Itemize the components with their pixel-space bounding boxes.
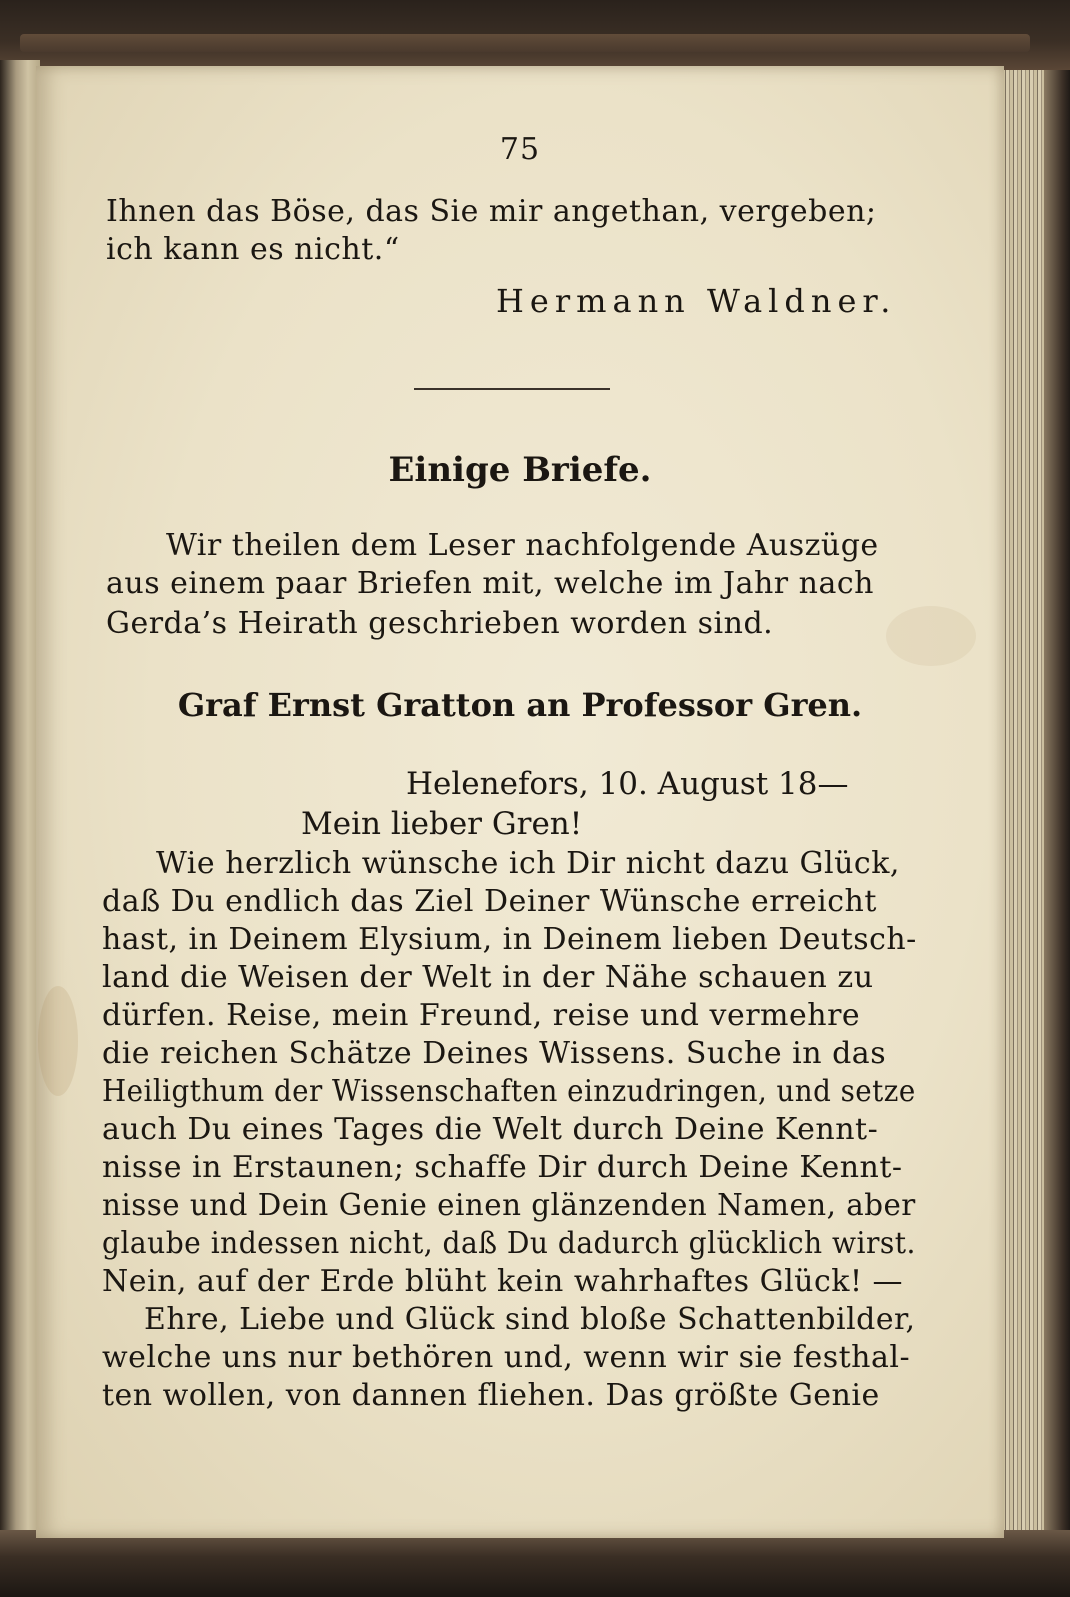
letter-dateline: Helenefors, 10. August 18— bbox=[406, 766, 849, 802]
text-line: daß Du endlich das Ziel Deiner Wünsche erreicht bbox=[102, 884, 877, 919]
text-line: land die Weisen der Welt in der Nähe schauen zu bbox=[102, 960, 874, 995]
book-page bbox=[36, 66, 1004, 1538]
text-line: nisse und Dein Genie einen glänzenden Namen, aber bbox=[102, 1188, 916, 1223]
page-number: 75 bbox=[499, 132, 541, 167]
paper-stain bbox=[38, 986, 78, 1096]
text-line: die reichen Schätze Deines Wissens. Suche in das bbox=[102, 1036, 887, 1071]
text-line: dürfen. Reise, mein Freund, reise und vermehre bbox=[102, 998, 861, 1033]
text-line: auch Du eines Tages die Welt durch Deine Kennt- bbox=[102, 1112, 879, 1147]
text-line: hast, in Deinem Elysium, in Deinem lieben Deutsch- bbox=[102, 922, 917, 957]
text-line: Wie herzlich wünsche ich Dir nicht dazu Glück, bbox=[156, 846, 900, 881]
text-line: Ehre, Liebe und Glück sind bloße Schattenbilder, bbox=[144, 1302, 916, 1337]
section-heading: Einige Briefe. bbox=[388, 450, 652, 490]
text-line: ten wollen, von dannen fliehen. Das größte Genie bbox=[102, 1378, 880, 1413]
text-line: Ihnen das Böse, das Sie mir angethan, vergeben; bbox=[106, 194, 877, 229]
book-cover-top bbox=[0, 0, 1070, 70]
text-line: Wir theilen dem Leser nachfolgende Auszüge bbox=[166, 528, 879, 563]
paper-stain bbox=[886, 606, 976, 666]
text-line: Heiligthum der Wissenschaften einzudringen, und setze bbox=[102, 1074, 916, 1109]
section-divider bbox=[414, 388, 610, 390]
text-line: nisse in Erstaunen; schaffe Dir durch Deine Kennt- bbox=[102, 1150, 903, 1185]
text-line: Nein, auf der Erde blüht kein wahrhaftes Glück! — bbox=[102, 1264, 904, 1299]
text-line: Gerda’s Heirath geschrieben worden sind. bbox=[106, 606, 774, 641]
text-line: glaube indessen nicht, daß Du dadurch glücklich wirst. bbox=[102, 1226, 916, 1261]
letter-salutation: Mein lieber Gren! bbox=[301, 806, 583, 842]
facing-page-edge bbox=[0, 60, 40, 1540]
text-line: ich kann es nicht.“ bbox=[106, 232, 400, 267]
book-cover-bottom bbox=[0, 1530, 1070, 1597]
text-line: aus einem paar Briefen mit, welche im Jahr nach bbox=[106, 566, 874, 601]
signature: Hermann Waldner. bbox=[496, 282, 897, 320]
letter-heading: Graf Ernst Gratton an Professor Gren. bbox=[177, 686, 863, 724]
text-line: welche uns nur bethören und, wenn wir sie festhal- bbox=[102, 1340, 911, 1375]
